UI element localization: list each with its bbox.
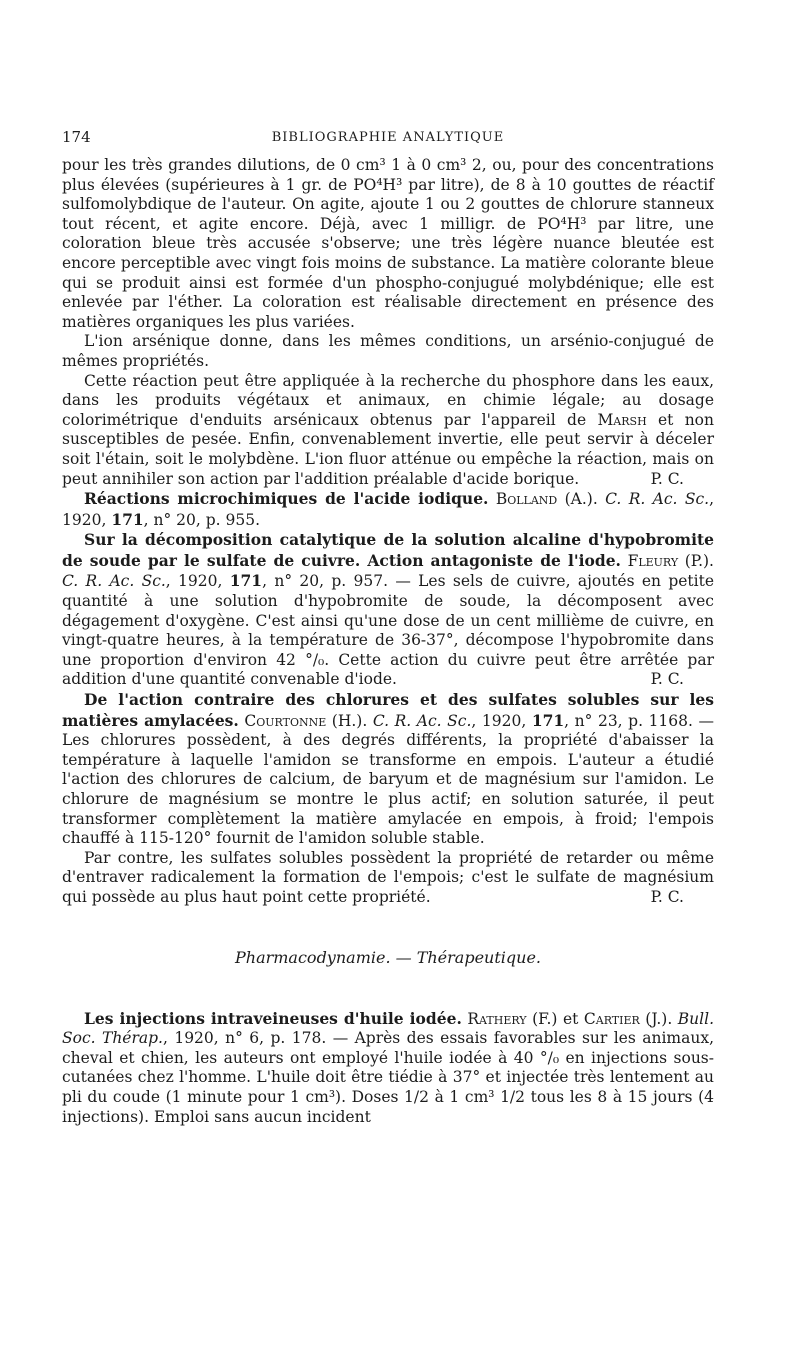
reference-text: , 1920, bbox=[62, 490, 715, 529]
paragraph-applications bbox=[62, 372, 714, 490]
signature: P. C. bbox=[650, 887, 684, 906]
entry-title: Les injections intraveineuses d'huile iodée. bbox=[84, 1008, 462, 1028]
entry-body: Après des essais favorables sur les animaux, cheval et chien, les auteurs ont employé l'huile iodée à 40 °/₀ en injections sous-cutanées chez l'homme. L'huile doit être tiédie à 37° et injectée très lentement au pli du coude (1 minute pour 1 cm³). Doses 1/2 à 1 cm³ 1/2 tous les 8 à 15 jours (4 injections). Emploi sans aucun incident bbox=[62, 1029, 714, 1126]
entry-body: Par contre, les sulfates solubles possèdent la propriété de retarder ou même d'entraver radicalement la formation de l'empois; c'est le sulfate de magnésium qui possède au plus haut point cette propriété. bbox=[62, 848, 714, 906]
entry-hypobromite bbox=[62, 530, 714, 690]
author-initials: (J.). bbox=[639, 1009, 678, 1028]
volume-number: 171 bbox=[229, 571, 263, 591]
entry-chlorures-sulfates bbox=[62, 690, 714, 849]
reference-text: , 1920, bbox=[471, 711, 532, 730]
journal-name: Bull. Soc. Thérap. bbox=[62, 1009, 714, 1048]
entry-body: Les chlorures possèdent, à des degrés différents, la propriété d'abaisser la température à laquelle l'amidon se transforme en empois. L'auteur a étudié l'action des chlorures de calcium, de baryum et de magnésium sur l'amidon. Le chlorure de magnésium se montre le plus actif; en solution saturée, il peut transformer complètement la matière amylacée en empois, à froid; l'empois chauffé à 115-120° fournit de l'amidon soluble stable. bbox=[62, 731, 714, 848]
reference-text: , n° 20, p. 955. bbox=[143, 510, 261, 529]
author-name: Fleury bbox=[627, 551, 679, 570]
journal-name: C. R. Ac. Sc. bbox=[62, 572, 166, 591]
entry-title: De l'action contraire des chlorures et des sulfates solubles sur les matières amylacées. bbox=[62, 690, 714, 730]
author-name: Bolland bbox=[495, 490, 558, 509]
author-name: Marsh bbox=[597, 410, 647, 429]
signature: P. C. bbox=[650, 469, 684, 488]
journal-name: C. R. Ac. Sc. bbox=[372, 711, 472, 730]
reference-text: , n° 20, p. 957. — bbox=[262, 572, 419, 591]
reference-text: , 1920, n° 6, p. 178. — bbox=[162, 1029, 355, 1048]
author-initials: (H.). bbox=[326, 711, 373, 730]
author-name: Rathery bbox=[467, 1009, 527, 1028]
entry-title: Sur la décomposition catalytique de la solution alcaline d'hypobromite de soude par le sulfate de cuivre. Action antagoniste de l'iode. bbox=[62, 530, 714, 570]
paragraph-sulfates bbox=[62, 849, 714, 908]
volume-number: 171 bbox=[531, 710, 565, 730]
paragraph-text: et non susceptibles de pesée. Enfin, convenablement invertie, elle peut servir à déceler soit l'étain, soit le molybdène. L'ion fluor atténue ou empêche la réaction, mais on peut annihiler son action par l'addition préalable d'acide borique. bbox=[62, 410, 714, 488]
paragraph-text: Cette réaction peut être appliquée à la recherche du phosphore dans les eaux, dans les produits végétaux et animaux, en chimie légale; au dosage colorimétrique d'enduits arsénicaux obtenus par l'appareil de bbox=[62, 371, 714, 429]
entry-body: Les sels de cuivre, ajoutés en petite quantité à une solution d'hypobromite de soude, la décomposent avec dégagement d'oxygène. C'est ainsi qu'une dose de un cent millième de cuivre, en vingt-quatre heures, à la température de 36-37°, décompose l'hypobromite dans une proportion d'environ 42 °/₀. Cette action du cuivre peut être arrêtée par addition d'une quantité convenable d'iode. bbox=[62, 572, 715, 689]
signature: P. C. bbox=[650, 670, 684, 689]
paragraph-arsenic-ion: L'ion arsénique donne, dans les mêmes conditions, un arsénio-conjugué de mêmes propriétés. bbox=[62, 332, 714, 370]
volume-number: 171 bbox=[111, 509, 144, 529]
author-initials: (P.). bbox=[678, 551, 714, 570]
reference-text: , n° 23, p. 1168. — bbox=[564, 711, 715, 730]
entry-huile-iodee bbox=[62, 1009, 714, 1128]
author-name: Cartier bbox=[583, 1009, 640, 1028]
author-initials: (F.) et bbox=[526, 1009, 584, 1028]
page-header bbox=[62, 128, 714, 156]
journal-name: C. R. Ac. Sc. bbox=[605, 490, 710, 509]
section-heading: Pharmacodynamie. — Thérapeutique. bbox=[235, 947, 541, 967]
author-initials: (A.). bbox=[557, 490, 606, 509]
document-page bbox=[62, 128, 714, 1127]
reference-text: , 1920, bbox=[165, 572, 230, 591]
author-name: Courtonne bbox=[244, 711, 327, 730]
running-head: BIBLIOGRAPHIE ANALYTIQUE bbox=[271, 130, 505, 145]
entry-title: Réactions microchimiques de l'acide iodique. bbox=[84, 489, 489, 509]
page-number: 174 bbox=[62, 128, 91, 146]
entry-iodic-acid bbox=[62, 489, 714, 530]
paragraph-continuation: pour les très grandes dilutions, de 0 cm³ 1 à 0 cm³ 2, ou, pour des concentrations plus élevées (supérieures à 1 gr. de PO⁴H³ par litre), de 8 à 10 gouttes de réactif sulfomolybdique de l'auteur. On agite, ajoute 1 ou 2 gouttes de chlorure stanneux tout récent, et agite encore. Déjà, avec 1 milligr. de PO⁴H³ par litre, une coloration bleue très accusée s'observe; une très légère nuance bleutée est encore perceptible avec vingt fois moins de substance. La matière colorante bleue qui se produit ainsi est formée d'un phospho-conjugué molybdénique; elle est enlevée par l'éther. La coloration est réalisable directement en présence des matières organiques les plus variées. bbox=[62, 156, 714, 331]
